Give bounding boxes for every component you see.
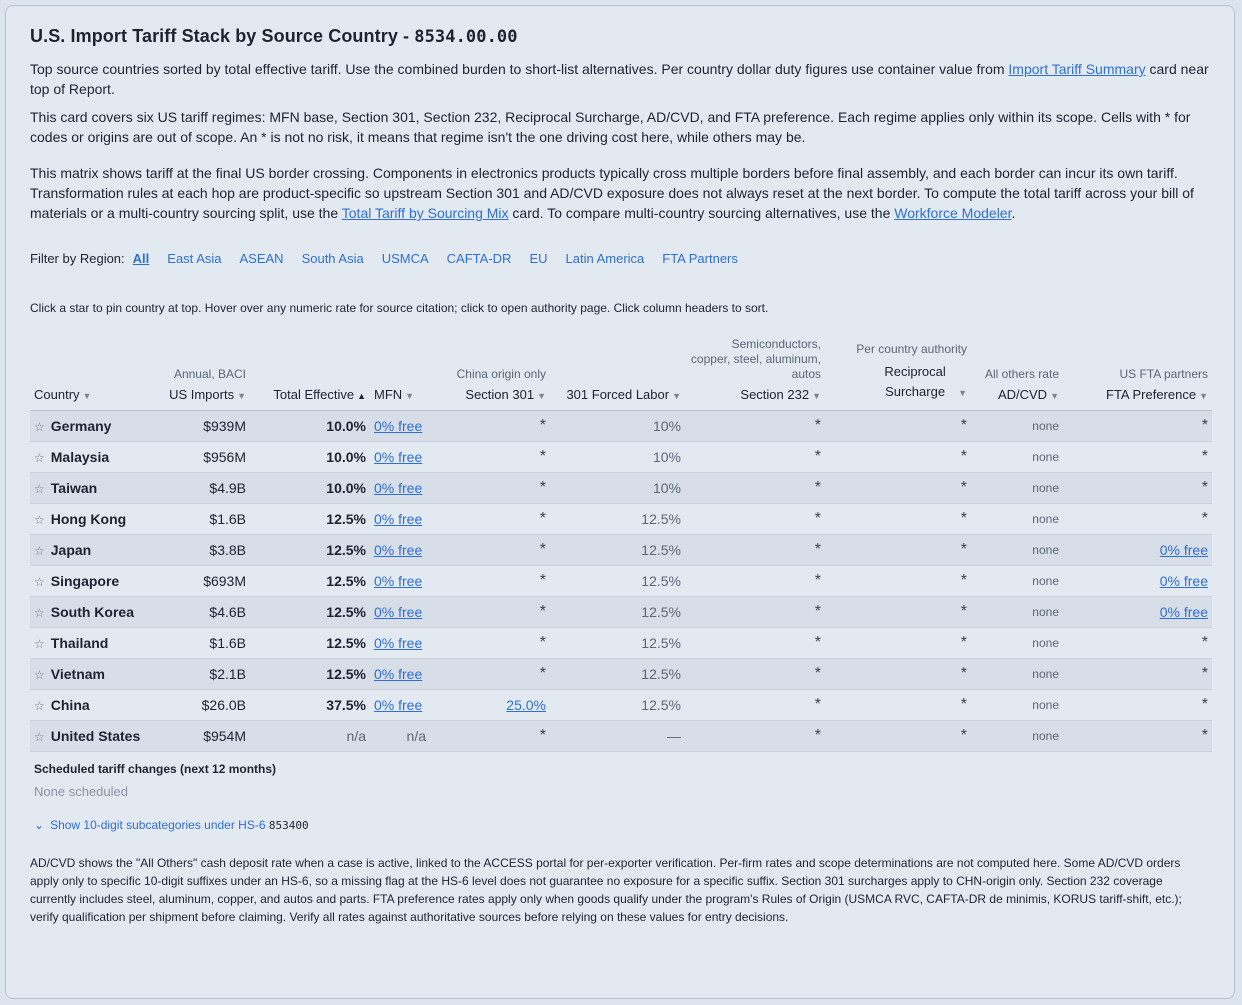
forced-labor-cell: 12.5% bbox=[641, 511, 681, 527]
country-name: Thailand bbox=[50, 635, 109, 651]
country-cell bbox=[30, 566, 148, 597]
country-name: United States bbox=[50, 728, 141, 744]
section-232-cell: * bbox=[814, 727, 821, 744]
section-301-cell: * bbox=[539, 479, 546, 496]
section-232-cell: * bbox=[814, 541, 821, 558]
table-row bbox=[30, 504, 1212, 535]
pin-star-icon[interactable]: ☆ bbox=[34, 730, 45, 744]
filter-label: Filter by Region: bbox=[30, 251, 125, 266]
country-cell bbox=[30, 659, 148, 690]
total-effective-cell: 10.0% bbox=[326, 449, 366, 465]
tariff-stack-card bbox=[5, 5, 1235, 999]
mfn-rate-link[interactable]: 0% free bbox=[374, 480, 423, 496]
mfn-rate-link[interactable]: 0% free bbox=[374, 511, 423, 527]
us-imports-cell: $4.9B bbox=[209, 480, 246, 496]
fta-preference-cell: * bbox=[1201, 448, 1208, 465]
us-imports-cell: $4.6B bbox=[209, 604, 246, 620]
section-301-cell: * bbox=[539, 510, 546, 527]
sort-icon: ▼ bbox=[237, 391, 246, 401]
country-name: Singapore bbox=[50, 573, 120, 589]
us-imports-cell: $939M bbox=[203, 418, 246, 434]
fta-preference-cell: * bbox=[1201, 510, 1208, 527]
pin-star-icon[interactable]: ☆ bbox=[34, 699, 45, 713]
adcvd-cell: none bbox=[1032, 512, 1059, 526]
footnote: AD/CVD shows the "All Others" cash deposit rate when a case is active, linked to the ACCESS portal for per-exporter verification. Per-firm rates and scope determinations are not computed here. Some AD/CVD orders apply only to specific 10-digit suffixes under an HS-6, so a missing flag at the HS-6 level does not guarantee no exposure for a specific suffix. Section 301 surcharges apply to CHN-origin only. Section 232 coverage currently includes steel, aluminum, copper, and autos and parts. FTA preference rates apply only when goods qualify under the program's Rules of Origin (USMCA RVC, CAFTA-DR de minimis, KORUS tariff-shift, etc.); verify qualification per shipment before claiming. Verify all rates against authoritative sources before relying on these values for entry decisions. bbox=[30, 856, 1182, 924]
sort-ascending-icon: ▲ bbox=[357, 391, 366, 401]
section-232-cell: * bbox=[814, 572, 821, 589]
col-fta-preference[interactable]: US FTA partners FTA Preference ▼ bbox=[1106, 367, 1208, 402]
table-row bbox=[30, 597, 1212, 628]
show-subcategories-toggle[interactable]: ⌄ Show 10-digit subcategories under HS-6 853400 bbox=[34, 818, 309, 832]
scheduled-changes-heading: Scheduled tariff changes (next 12 months) bbox=[34, 762, 277, 776]
section-301-rate-link[interactable]: 25.0% bbox=[506, 697, 546, 713]
mfn-rate-link[interactable]: 0% free bbox=[374, 542, 423, 558]
sort-icon: ▼ bbox=[537, 391, 546, 401]
col-reciprocal-surcharge[interactable]: Per country authority Reciprocal Surcharge ▼ bbox=[856, 342, 967, 399]
forced-labor-cell: 10% bbox=[652, 480, 681, 496]
section-232-cell: * bbox=[814, 696, 821, 713]
reciprocal-surcharge-cell: * bbox=[960, 727, 967, 744]
country-name: Japan bbox=[50, 542, 92, 558]
us-imports-cell: $693M bbox=[203, 573, 246, 589]
fta-preference-cell bbox=[1063, 535, 1212, 566]
reciprocal-surcharge-cell: * bbox=[960, 448, 967, 465]
tariff-rows bbox=[30, 411, 1212, 752]
total-effective-cell: 12.5% bbox=[326, 511, 366, 527]
mfn-rate-link[interactable]: 0% free bbox=[374, 604, 423, 620]
sort-icon: ▼ bbox=[405, 391, 415, 401]
us-imports-cell: $954M bbox=[203, 728, 246, 744]
section-232-cell: * bbox=[814, 417, 821, 434]
table-row bbox=[30, 659, 1212, 690]
tariff-matrix bbox=[30, 337, 1212, 752]
section-301-cell: * bbox=[539, 634, 546, 651]
col-total-effective[interactable]: Total Effective ▲ bbox=[273, 387, 366, 402]
fta-preference-cell: * bbox=[1201, 727, 1208, 744]
col-301-forced-labor[interactable]: 301 Forced Labor ▼ bbox=[566, 387, 681, 402]
intro-paragraph-3: This matrix shows tariff at the final US border crossing. Components in electronics products typically cross multiple borders before final assembly, and each border can incur its own tariff. Transformation rules at each hop are product-specific so upstream Section 301 and AD/CVD exposure does not always reset at the next border. To compute the total tariff across your bill of materials or a multi-country sourcing split, use the Total Tariff by Sourcing Mix card. To compare multi-country sourcing alternatives, use the Workforce Modeler. bbox=[30, 165, 1194, 221]
fta-preference-cell: * bbox=[1201, 417, 1208, 434]
forced-labor-cell: 12.5% bbox=[641, 542, 681, 558]
intro-paragraph-2: This card covers six US tariff regimes: MFN base, Section 301, Section 232, Reciprocal Surcharge, AD/CVD, and FTA preference. Each regime applies only within its scope. Cells with * for codes or origins are out of scope. An * is not no risk, it means that regime isn't the one driving cost here, while others may be. bbox=[30, 109, 1191, 145]
col-country[interactable]: Country ▼ bbox=[34, 387, 92, 402]
total-effective-cell: n/a bbox=[346, 728, 366, 744]
forced-labor-cell: 10% bbox=[652, 418, 681, 434]
fta-preference-cell: * bbox=[1201, 634, 1208, 651]
fta-rate-link[interactable]: 0% free bbox=[1159, 604, 1208, 620]
mfn-rate-link[interactable]: 0% free bbox=[374, 573, 423, 589]
region-filter-bar bbox=[30, 251, 1210, 266]
filter-fta-partners[interactable]: FTA Partners bbox=[662, 251, 738, 266]
filter-usmca[interactable]: USMCA bbox=[381, 251, 429, 266]
mfn-cell bbox=[370, 566, 430, 597]
table-row bbox=[30, 566, 1212, 597]
country-cell bbox=[30, 690, 148, 721]
section-301-cell: * bbox=[539, 603, 546, 620]
country-name: China bbox=[50, 697, 90, 713]
mfn-cell bbox=[370, 597, 430, 628]
total-effective-cell: 12.5% bbox=[326, 542, 366, 558]
section-301-cell: * bbox=[539, 417, 546, 434]
sort-icon: ▼ bbox=[812, 391, 821, 401]
table-row bbox=[30, 442, 1212, 473]
mfn-rate-link[interactable]: 0% free bbox=[374, 697, 423, 713]
fta-rate-link[interactable]: 0% free bbox=[1159, 573, 1208, 589]
total-effective-cell: 10.0% bbox=[326, 418, 366, 434]
us-imports-cell: $26.0B bbox=[201, 697, 246, 713]
col-section-301[interactable]: China origin only Section 301 ▼ bbox=[456, 367, 546, 402]
country-cell bbox=[30, 721, 148, 752]
reciprocal-surcharge-cell: * bbox=[960, 541, 967, 558]
adcvd-cell: none bbox=[1032, 450, 1059, 464]
scheduled-changes-value: None scheduled bbox=[34, 784, 128, 799]
filter-asean[interactable]: ASEAN bbox=[239, 251, 284, 266]
table-row bbox=[30, 411, 1212, 442]
intro-paragraph-1: Top source countries sorted by total effective tariff. Use the combined burden to short-list alternatives. Per country dollar duty figures use container value from Import Tariff Summary card near top of Report. bbox=[30, 61, 1209, 97]
section-232-cell: * bbox=[814, 634, 821, 651]
reciprocal-surcharge-cell: * bbox=[960, 665, 967, 682]
total-effective-cell: 10.0% bbox=[326, 480, 366, 496]
forced-labor-cell: 12.5% bbox=[641, 666, 681, 682]
table-row bbox=[30, 473, 1212, 504]
filter-south-asia[interactable]: South Asia bbox=[301, 251, 364, 266]
mfn-cell bbox=[370, 411, 430, 442]
filter-latin-america[interactable]: Latin America bbox=[565, 251, 645, 266]
reciprocal-surcharge-cell: * bbox=[960, 696, 967, 713]
reciprocal-surcharge-cell: * bbox=[960, 634, 967, 651]
filter-cafta-dr[interactable]: CAFTA-DR bbox=[446, 251, 512, 266]
us-imports-cell: $2.1B bbox=[209, 666, 246, 682]
sort-icon: ▼ bbox=[1050, 391, 1059, 401]
sort-icon: ▼ bbox=[958, 388, 967, 398]
mfn-cell bbox=[370, 628, 430, 659]
total-effective-cell: 12.5% bbox=[326, 573, 366, 589]
sort-icon: ▼ bbox=[672, 391, 681, 401]
country-cell bbox=[30, 473, 148, 504]
forced-labor-cell: 12.5% bbox=[641, 635, 681, 651]
sort-icon: ▼ bbox=[1199, 391, 1208, 401]
country-name: Vietnam bbox=[50, 666, 105, 682]
hs-code: 8534.00.00 bbox=[414, 27, 518, 47]
mfn-rate-link[interactable]: 0% free bbox=[374, 418, 423, 434]
mfn-cell bbox=[370, 473, 430, 504]
mfn-rate-link[interactable]: 0% free bbox=[374, 449, 423, 465]
country-name: Germany bbox=[50, 418, 112, 434]
total-effective-cell: 12.5% bbox=[326, 604, 366, 620]
mfn-rate-link[interactable]: 0% free bbox=[374, 666, 423, 682]
col-mfn[interactable]: MFN ▼ bbox=[374, 387, 415, 402]
adcvd-cell: none bbox=[1032, 481, 1059, 495]
pin-star-icon[interactable]: ☆ bbox=[34, 544, 45, 558]
section-301-cell: * bbox=[539, 448, 546, 465]
section-301-cell: * bbox=[539, 727, 546, 744]
us-imports-cell: $1.6B bbox=[209, 635, 246, 651]
mfn-cell bbox=[370, 504, 430, 535]
section-301-cell: * bbox=[539, 541, 546, 558]
adcvd-cell: none bbox=[1032, 605, 1059, 619]
forced-labor-cell: 12.5% bbox=[641, 604, 681, 620]
reciprocal-surcharge-cell: * bbox=[960, 510, 967, 527]
total-effective-cell: 12.5% bbox=[326, 635, 366, 651]
col-section-232[interactable]: Semiconductors, copper, steel, aluminum, autos Section 232 ▼ bbox=[690, 337, 821, 402]
country-name: Hong Kong bbox=[50, 511, 127, 527]
reciprocal-surcharge-cell: * bbox=[960, 572, 967, 589]
section-232-cell: * bbox=[814, 665, 821, 682]
pin-star-icon[interactable]: ☆ bbox=[34, 420, 45, 434]
table-row bbox=[30, 690, 1212, 721]
sort-icon: ▼ bbox=[82, 391, 92, 401]
country-cell bbox=[30, 535, 148, 566]
mfn-rate-link[interactable]: 0% free bbox=[374, 635, 423, 651]
country-name: Taiwan bbox=[50, 480, 98, 496]
us-imports-cell: $956M bbox=[203, 449, 246, 465]
chevron-down-icon: ⌄ bbox=[34, 818, 45, 832]
fta-preference-cell bbox=[1063, 566, 1212, 597]
pin-star-icon[interactable]: ☆ bbox=[34, 482, 45, 496]
pin-star-icon[interactable]: ☆ bbox=[34, 513, 45, 527]
import-tariff-summary-link[interactable]: Import Tariff Summary bbox=[1008, 61, 1146, 77]
col-us-imports[interactable]: Annual, BACI US Imports ▼ bbox=[169, 367, 246, 402]
adcvd-cell: none bbox=[1032, 543, 1059, 557]
fta-preference-cell bbox=[1063, 597, 1212, 628]
country-cell bbox=[30, 628, 148, 659]
section-232-cell: * bbox=[814, 510, 821, 527]
usage-hint: Click a star to pin country at top. Hover over any numeric rate for source citation; click to open authority page. Click column headers to sort. bbox=[30, 301, 769, 315]
adcvd-cell: none bbox=[1032, 636, 1059, 650]
fta-preference-cell: * bbox=[1201, 479, 1208, 496]
country-cell bbox=[30, 442, 148, 473]
reciprocal-surcharge-cell: * bbox=[960, 417, 967, 434]
section-232-cell: * bbox=[814, 603, 821, 620]
col-adcvd[interactable]: All others rate AD/CVD ▼ bbox=[984, 367, 1059, 402]
mfn-cell bbox=[370, 535, 430, 566]
pin-star-icon[interactable]: ☆ bbox=[34, 637, 45, 651]
country-name: South Korea bbox=[50, 604, 134, 620]
mfn-cell: n/a bbox=[406, 728, 426, 744]
total-effective-cell: 12.5% bbox=[326, 666, 366, 682]
mfn-cell bbox=[370, 690, 430, 721]
forced-labor-cell: 12.5% bbox=[641, 697, 681, 713]
fta-preference-cell: * bbox=[1201, 665, 1208, 682]
mfn-cell bbox=[370, 659, 430, 690]
reciprocal-surcharge-cell: * bbox=[960, 479, 967, 496]
pin-star-icon[interactable]: ☆ bbox=[34, 668, 45, 682]
pin-star-icon[interactable]: ☆ bbox=[34, 575, 45, 589]
adcvd-cell: none bbox=[1032, 574, 1059, 588]
table-row bbox=[30, 628, 1212, 659]
country-cell bbox=[30, 597, 148, 628]
filter-eu[interactable]: EU bbox=[529, 251, 548, 266]
forced-labor-cell: — bbox=[667, 728, 681, 744]
filter-east-asia[interactable]: East Asia bbox=[167, 251, 222, 266]
pin-star-icon[interactable]: ☆ bbox=[34, 606, 45, 620]
table-row bbox=[30, 535, 1212, 566]
section-301-cell bbox=[430, 690, 550, 721]
mfn-cell bbox=[370, 442, 430, 473]
country-cell bbox=[30, 411, 148, 442]
total-effective-cell: 37.5% bbox=[326, 697, 366, 713]
us-imports-cell: $1.6B bbox=[209, 511, 246, 527]
section-232-cell: * bbox=[814, 448, 821, 465]
reciprocal-surcharge-cell: * bbox=[960, 603, 967, 620]
adcvd-cell: none bbox=[1032, 667, 1059, 681]
adcvd-cell: none bbox=[1032, 698, 1059, 712]
card-title: U.S. Import Tariff Stack by Source Country - 8534.00.00 bbox=[30, 26, 518, 47]
us-imports-cell: $3.8B bbox=[209, 542, 246, 558]
fta-preference-cell: * bbox=[1201, 696, 1208, 713]
country-name: Malaysia bbox=[50, 449, 110, 465]
total-tariff-sourcing-mix-link[interactable]: Total Tariff by Sourcing Mix bbox=[341, 205, 509, 221]
pin-star-icon[interactable]: ☆ bbox=[34, 451, 45, 465]
section-301-cell: * bbox=[539, 665, 546, 682]
section-232-cell: * bbox=[814, 479, 821, 496]
section-301-cell: * bbox=[539, 572, 546, 589]
adcvd-cell: none bbox=[1032, 419, 1059, 433]
forced-labor-cell: 12.5% bbox=[641, 573, 681, 589]
table-row bbox=[30, 721, 1212, 752]
filter-all[interactable]: All bbox=[132, 251, 150, 266]
workforce-modeler-link[interactable]: Workforce Modeler bbox=[894, 205, 1012, 221]
adcvd-cell: none bbox=[1032, 729, 1059, 743]
fta-rate-link[interactable]: 0% free bbox=[1159, 542, 1208, 558]
forced-labor-cell: 10% bbox=[652, 449, 681, 465]
country-cell bbox=[30, 504, 148, 535]
